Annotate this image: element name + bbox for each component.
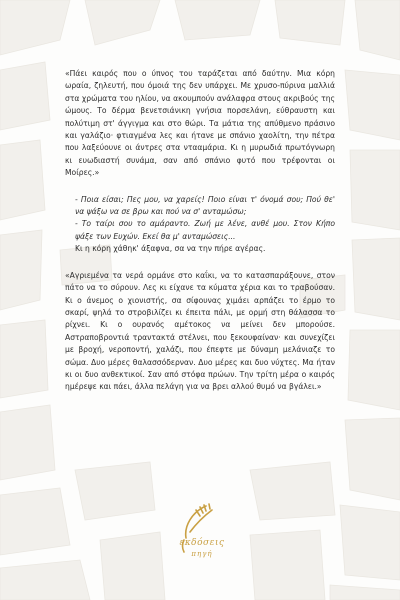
dialogue-line-1: - Ποια είσαι; Πες μου, να χαρείς! Ποιο είναι τ' όνομά σου; Πού θε' να ψάξω να σε βρω και πού να σ' ανταμώσω;	[75, 194, 335, 217]
dialogue-closing: Κι η κόρη χάθηκ' άξαφνα, σα να την πήρε αγέρας.	[75, 244, 266, 254]
dialogue-line-2: - Το ταίρι σου το αμάραντο. Ζωή με λένε, ανθέ μου. Στον Κήπο ψάξε των Ευχών. Εκεί θα μ' ανταμώσεις...	[75, 219, 335, 241]
feather-quill-icon	[166, 498, 238, 570]
dialogue-block	[65, 194, 335, 256]
excerpt-paragraph-2: «Αγριεμένα τα νερά ορμάνε στο καΐκι, να το κατασπαράξουνε, στον πάτο να το σύρουν. Λες κι είχανε τα κύματα χέρια και το τραβούσαν. Κι ο άνεμος ο χιονιστής, σα σίφουνας χιμάει αρπάζει το έρμο το σκαρί, ψηλά το στροβιλίζει κι έπειτα πάλι, με ορμή στη θάλασσα το ρίχνει. Κι ο ουρανός αμέτοκος να μείνει δεν μπορούσε. Αστραποβροντιά τραντακτά στέλνει, που ξεκουφαίναν· και συνεχίζει με βροχή, νεροποντή, χαλάζι, που έπεφτε με δύναμη μελάνιαζε το σώμα. Δυο μέρες θαλασσόδερναν. Δυο μέρες και δυο νύχτες. Μα ήταν κι οι δυο ανθεκτικοί. Σαν από στόφα πρώων. Την τρίτη μέρα ο καιρός ημέρεψε και πάει, άλλα πελάγη για να βρει αλλού θυμό να βγάλει.»	[65, 270, 335, 392]
publisher-name-line-2: πηγή	[191, 550, 213, 558]
publisher-logo	[166, 498, 238, 570]
excerpt-paragraph-1: «Πάει καιρός που ο ύπνος του ταράζεται από δαύτην. Μια κόρη ωραία, ζηλευτή, που όμοιά της δεν υπάρχει. Με χρυσο-πύρινα μαλλιά στα χρώματα του ηλίου, να ακουμπούν ανάλαφρα στους ακριβούς της ώμους. Το δέρμα βενετσιάνικη γνήσια πορσελάνη, εύθραυστη και πολύτιμη στ' άγγιγμα και στο θώρι. Τα μάτια της απύθμενο πράσινο και γαλάζιο· φτιαγμένα λες και ήτανε με σπάνιο χαολίτη, την πέτρα που λαξεύουνε οι άντρες στα ντααμάρια. Κι η μυρωδιά πρωτόγνωρη κι ευωδιαστή συνάμα, σαν από σπάνιο φυτό που τρέφονται οι Μοίρες.»	[65, 69, 335, 178]
back-cover-text	[65, 68, 335, 408]
publisher-name-line-1: εκδόσεις	[179, 538, 225, 548]
